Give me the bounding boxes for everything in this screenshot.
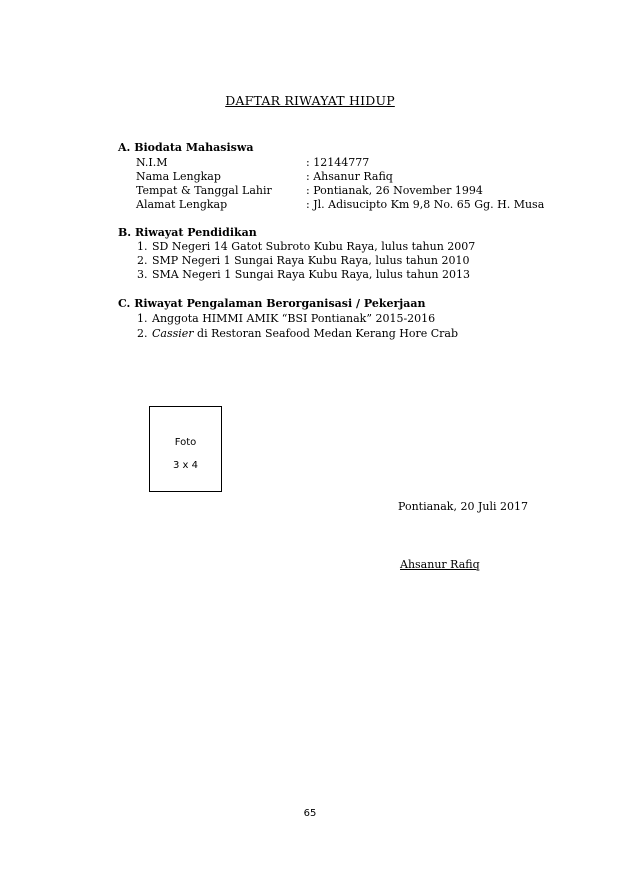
experience-heading: C. Riwayat Pengalaman Berorganisasi / Pekerjaan bbox=[118, 297, 426, 310]
education-item-number: 3. bbox=[137, 268, 148, 281]
bio-value-nim: : 12144777 bbox=[306, 156, 370, 169]
photo-size: 3 x 4 bbox=[173, 460, 198, 471]
bio-label-address: Alamat Lengkap bbox=[136, 198, 228, 211]
bio-value-name: : Ahsanur Rafiq bbox=[306, 170, 393, 183]
page-number: 65 bbox=[303, 808, 317, 819]
education-item-text: SMA Negeri 1 Sungai Raya Kubu Raya, lulus tahun 2013 bbox=[152, 268, 470, 281]
signature-name: Ahsanur Rafiq bbox=[400, 558, 480, 571]
photo-placeholder bbox=[149, 406, 222, 492]
bio-value-birth: : Pontianak, 26 November 1994 bbox=[306, 184, 483, 197]
experience-item-text: Anggota HIMMI AMIK “BSI Pontianak” 2015-2016 bbox=[152, 312, 436, 325]
education-item bbox=[137, 240, 475, 253]
education-item-text: SD Negeri 14 Gatot Subroto Kubu Raya, lulus tahun 2007 bbox=[152, 240, 476, 253]
experience-item-number: 1. bbox=[137, 312, 148, 325]
bio-label-birth: Tempat & Tanggal Lahir bbox=[136, 184, 272, 197]
education-item-number: 2. bbox=[137, 254, 148, 267]
bio-label-name: Nama Lengkap bbox=[136, 170, 221, 183]
education-item-number: 1. bbox=[137, 240, 148, 253]
experience-item bbox=[137, 327, 458, 340]
bio-value-address: : Jl. Adisucipto Km 9,8 No. 65 Gg. H. Musa bbox=[306, 198, 545, 211]
place-date: Pontianak, 20 Juli 2017 bbox=[398, 500, 528, 513]
education-item bbox=[137, 254, 469, 267]
biodata-heading: A. Biodata Mahasiswa bbox=[118, 141, 254, 154]
document-title: DAFTAR RIWAYAT HIDUP bbox=[225, 93, 395, 108]
experience-item-emphasis: Cassier bbox=[152, 327, 194, 340]
photo-label: Foto bbox=[174, 437, 197, 448]
education-item bbox=[137, 268, 470, 281]
bio-label-nim: N.I.M bbox=[136, 156, 168, 169]
education-item-text: SMP Negeri 1 Sungai Raya Kubu Raya, lulus tahun 2010 bbox=[152, 254, 470, 267]
experience-item-text: di Restoran Seafood Medan Kerang Hore Crab bbox=[193, 327, 459, 340]
experience-item-number: 2. bbox=[137, 327, 148, 340]
experience-item bbox=[137, 312, 435, 325]
education-heading: B. Riwayat Pendidikan bbox=[118, 226, 257, 239]
